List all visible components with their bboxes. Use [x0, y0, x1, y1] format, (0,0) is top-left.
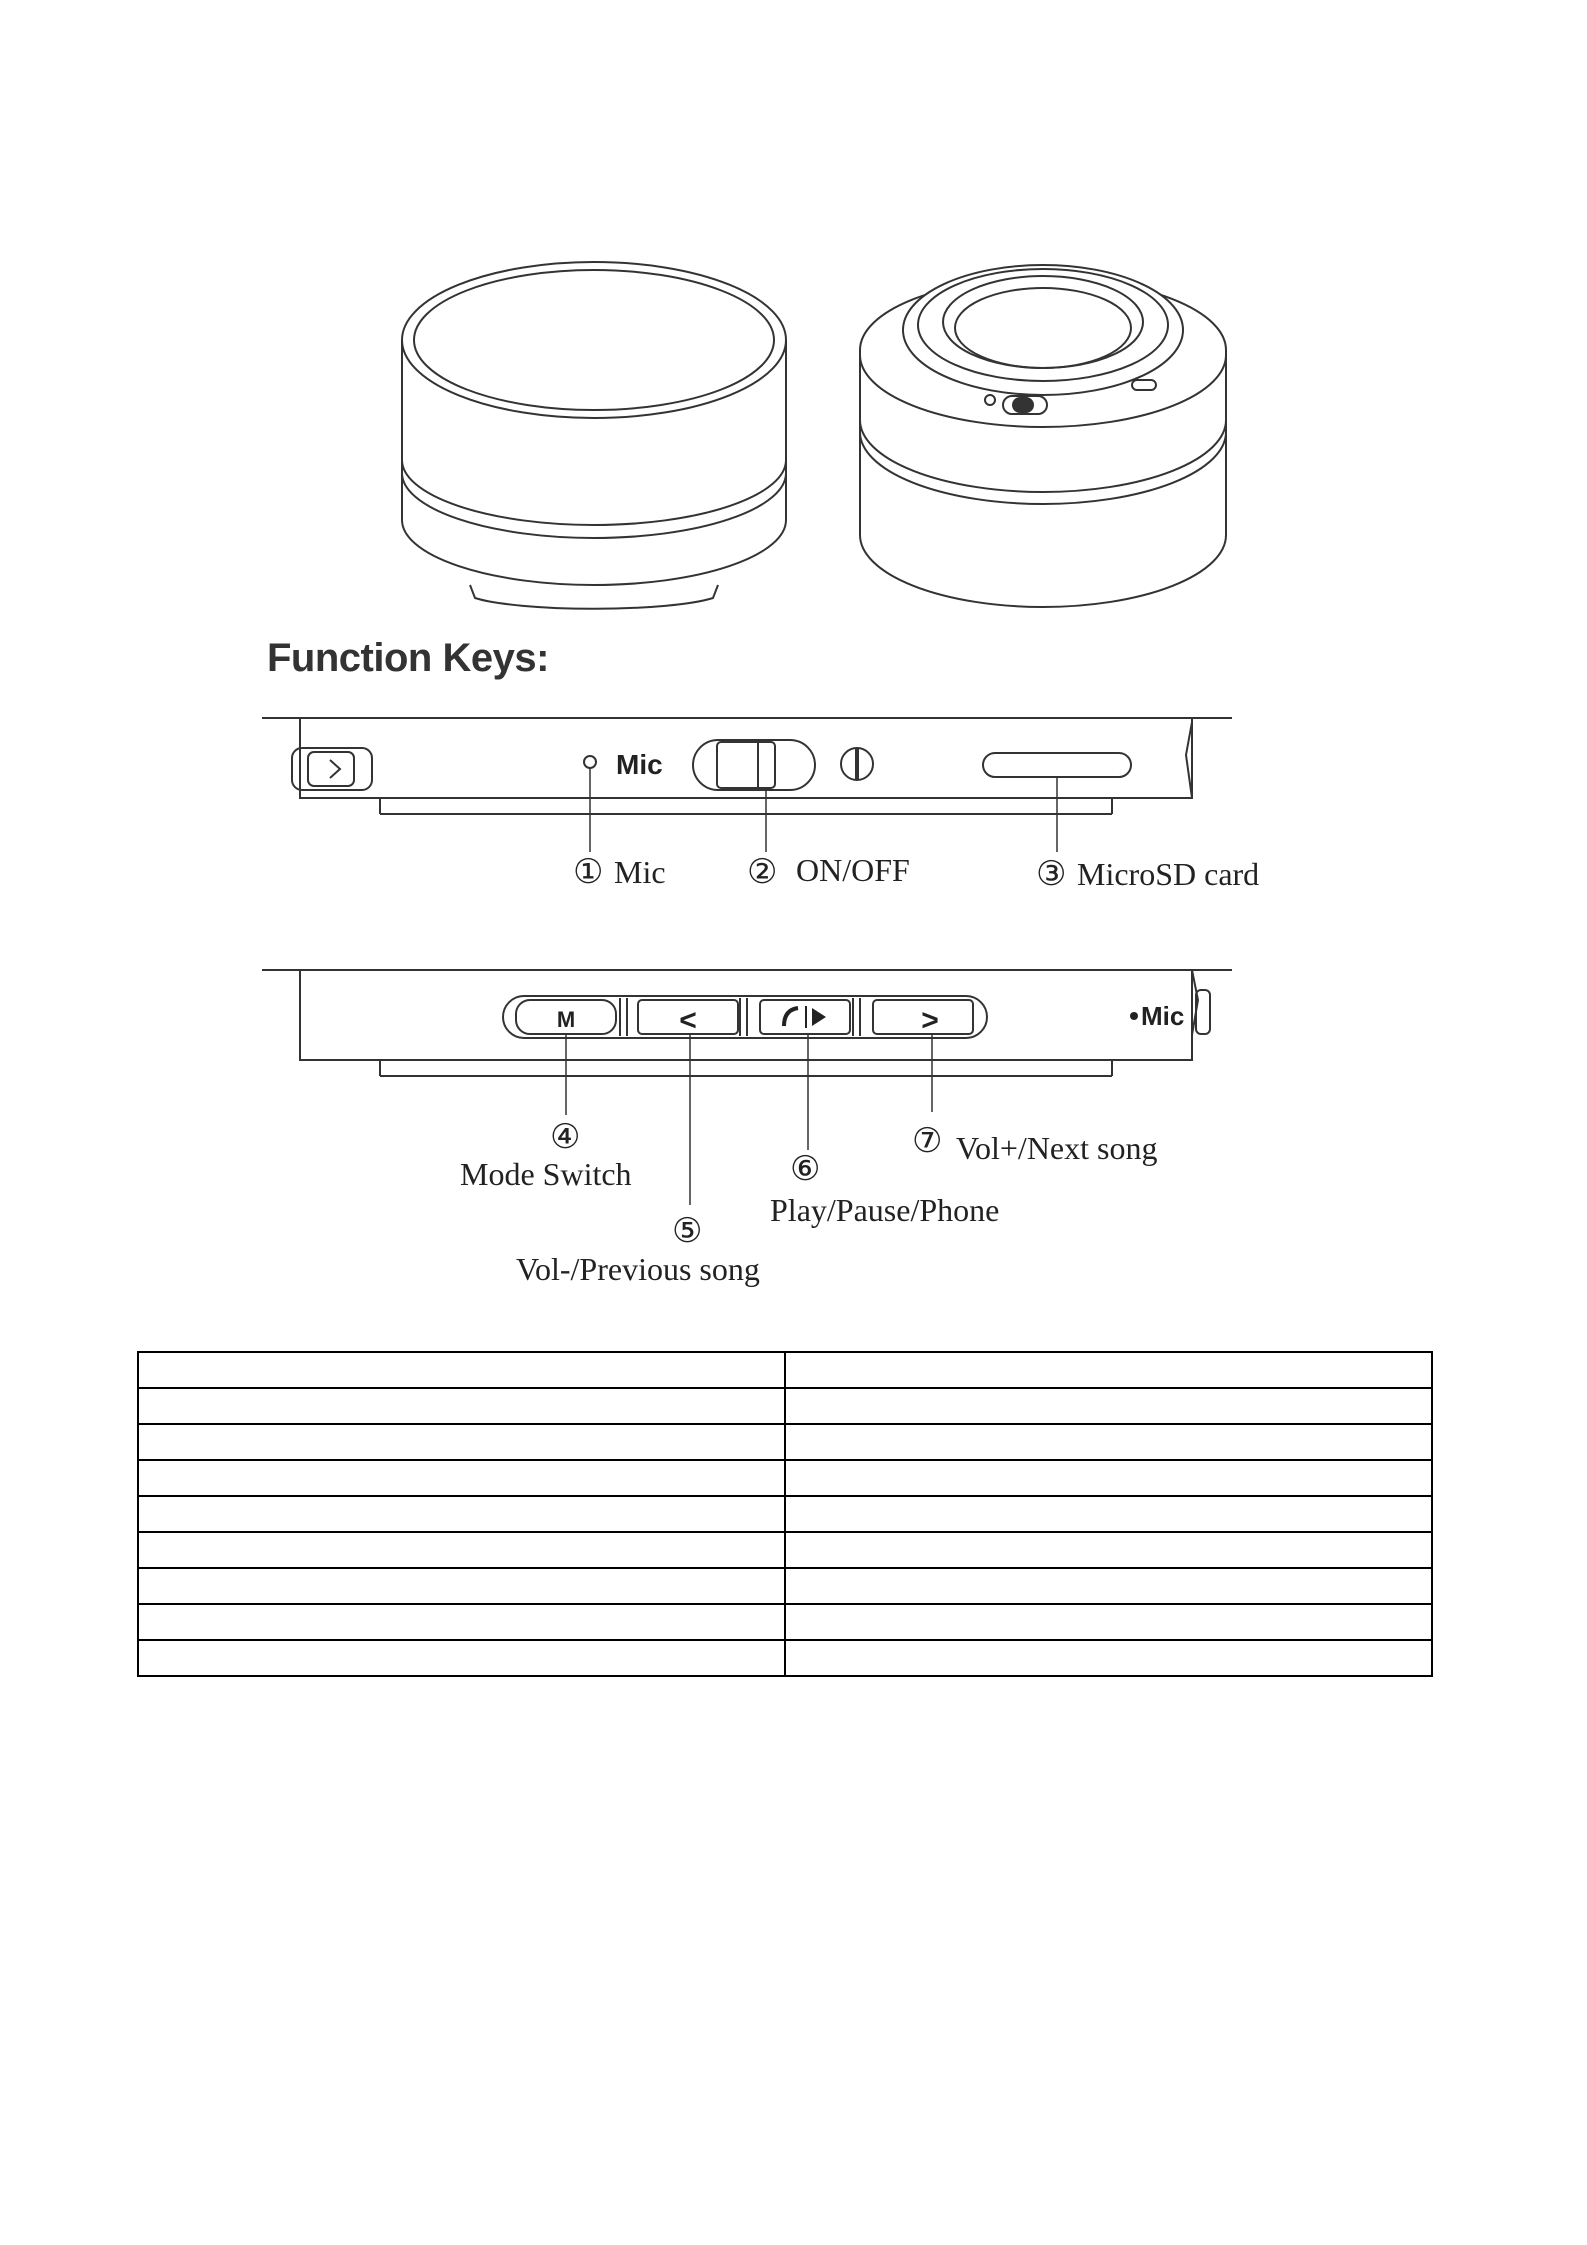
table-cell — [785, 1532, 1432, 1568]
table-cell — [138, 1352, 785, 1388]
callout-label-mic: Mic — [614, 854, 666, 890]
table-row — [138, 1388, 1432, 1424]
callout-num-5: ⑤ — [672, 1213, 703, 1250]
table-row — [138, 1604, 1432, 1640]
speaker-front-view — [402, 262, 786, 609]
mic-label: Mic — [616, 749, 663, 780]
callout-num-3: ③ — [1036, 856, 1067, 893]
callout-num-4: ④ — [550, 1119, 581, 1156]
table-cell — [785, 1568, 1432, 1604]
callout-label-vol-next: Vol+/Next song — [956, 1130, 1158, 1166]
play-phone-icon — [784, 1006, 826, 1028]
mode-key-label: M — [556, 1007, 576, 1032]
table-row — [138, 1532, 1432, 1568]
table-cell — [138, 1388, 785, 1424]
table-cell — [785, 1460, 1432, 1496]
callout-num-2: ② — [747, 854, 778, 891]
table-cell — [138, 1496, 785, 1532]
table-row — [138, 1424, 1432, 1460]
mic-hole — [584, 756, 596, 768]
table-row — [138, 1640, 1432, 1676]
callout-num-1: ① — [573, 854, 604, 891]
table-cell — [138, 1532, 785, 1568]
speaker-illustrations — [0, 0, 1587, 640]
table-cell — [785, 1388, 1432, 1424]
spec-table — [137, 1351, 1433, 1677]
power-switch — [693, 740, 815, 790]
table-row — [138, 1460, 1432, 1496]
panel2-body — [300, 970, 1192, 1060]
microsd-slot — [983, 753, 1131, 777]
prev-key-label: < — [679, 1004, 697, 1037]
callout-num-7: ⑦ — [912, 1123, 943, 1160]
table-cell — [785, 1496, 1432, 1532]
mic2-dot — [1130, 1012, 1138, 1020]
callout-label-play-pause: Play/Pause/Phone — [770, 1192, 1000, 1228]
table-cell — [138, 1568, 785, 1604]
function-keys-heading: Function Keys: — [267, 636, 549, 680]
callout-num-6: ⑥ — [790, 1151, 821, 1188]
speaker-back-view — [860, 265, 1226, 607]
table-cell — [785, 1352, 1432, 1388]
callout-label-mode-switch: Mode Switch — [460, 1156, 632, 1192]
table-row — [138, 1568, 1432, 1604]
table-cell — [138, 1604, 785, 1640]
mic2-label: Mic — [1141, 1001, 1185, 1031]
callout-label-onoff: ON/OFF — [796, 852, 910, 888]
usb-port-icon — [292, 748, 372, 790]
table-cell — [138, 1424, 785, 1460]
callout-label-microsd: MicroSD card — [1077, 856, 1260, 892]
table-row — [138, 1496, 1432, 1532]
panel-body — [300, 718, 1192, 798]
table-cell — [138, 1640, 785, 1676]
next-key-label: > — [921, 1004, 939, 1037]
table-cell — [785, 1640, 1432, 1676]
table-row — [138, 1352, 1432, 1388]
power-icon — [841, 748, 873, 780]
table-cell — [785, 1424, 1432, 1460]
table-cell — [785, 1604, 1432, 1640]
button-strip — [503, 996, 987, 1038]
callout-label-vol-prev: Vol-/Previous song — [516, 1251, 760, 1287]
table-cell — [138, 1460, 785, 1496]
